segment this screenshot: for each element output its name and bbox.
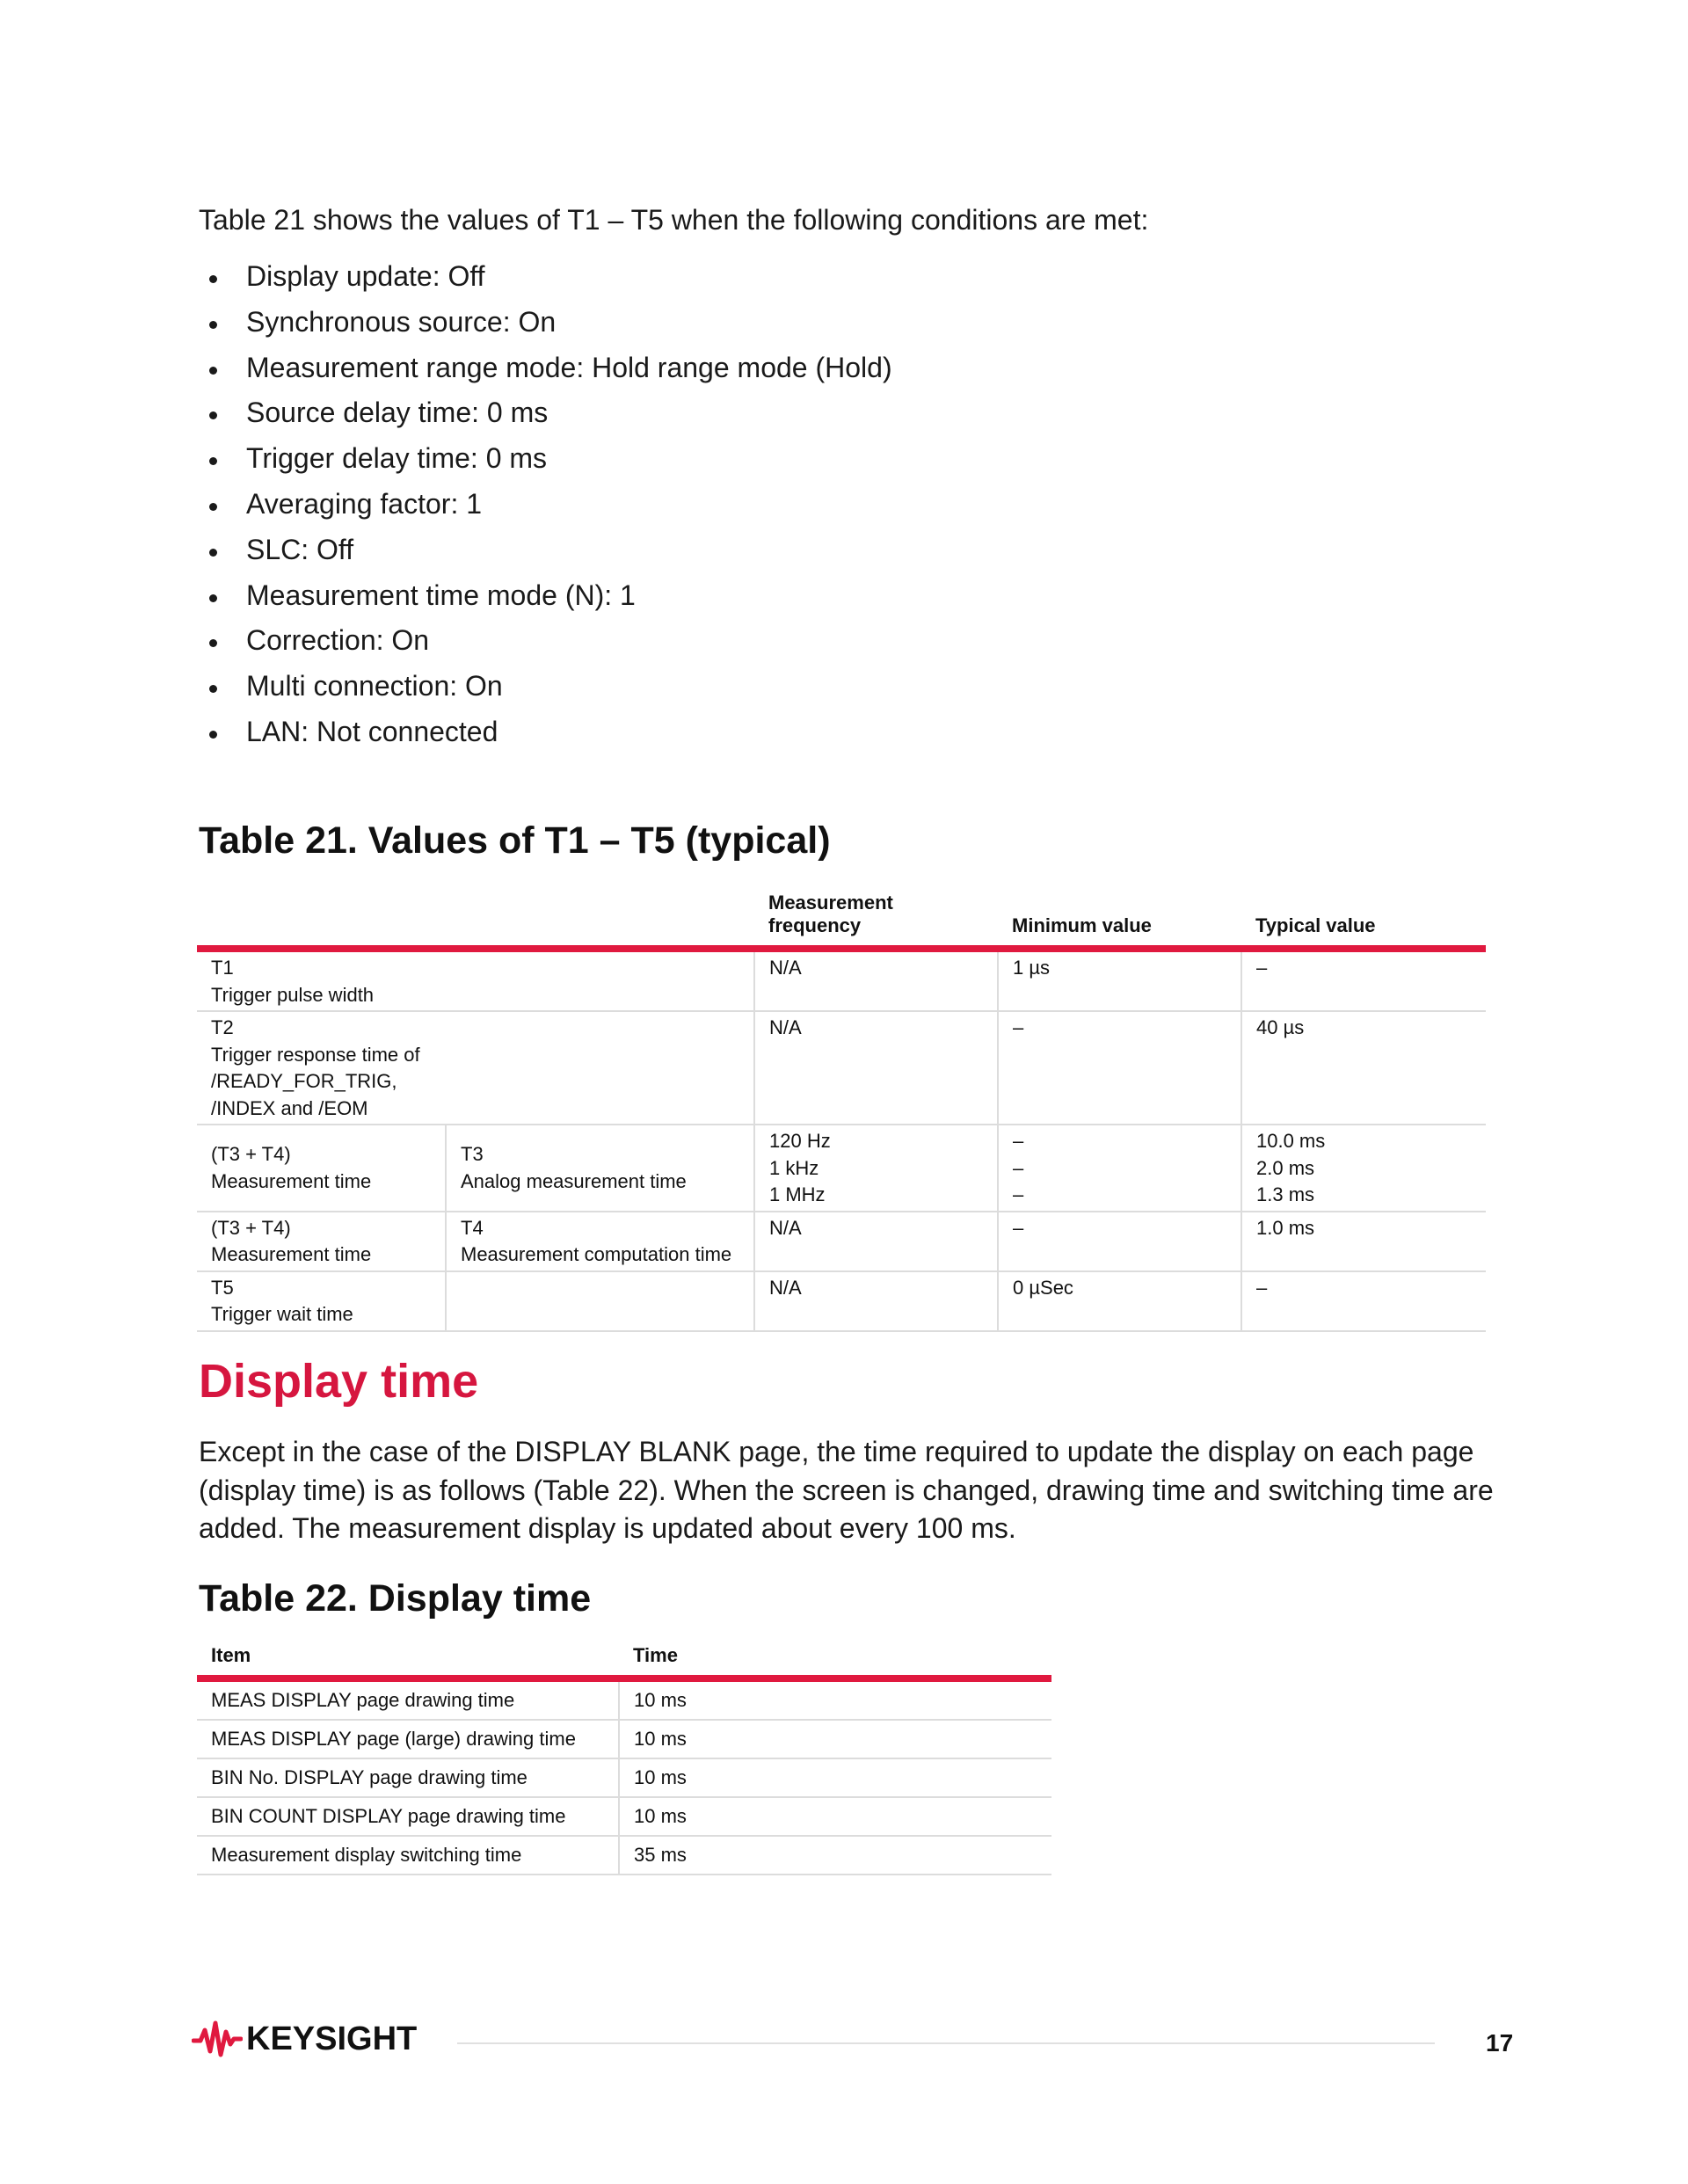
list-item: Source delay time: 0 ms <box>199 391 892 437</box>
list-item: Display update: Off <box>199 255 892 301</box>
table-row <box>197 1720 1051 1758</box>
row-label: T2 <box>211 1016 234 1038</box>
table-row <box>197 1797 1051 1836</box>
conditions-list <box>199 255 892 756</box>
freq-value: 1 MHz <box>769 1183 826 1205</box>
empty-cell <box>446 1271 754 1331</box>
col-header-time: Time <box>619 1644 1051 1678</box>
section-paragraph: Except in the case of the DISPLAY BLANK page, the time required to update the display on each page (display time) is as follows (Table 22). When the screen is changed, drawing time and switching time are added. The measurement display is updated about every 100 ms. <box>199 1436 1494 1544</box>
group-cell <box>197 1212 446 1271</box>
freq-cell: N/A <box>754 1011 998 1125</box>
item-cell: Measurement display switching time <box>197 1836 619 1875</box>
row-label-cell <box>197 1011 754 1125</box>
typ-cell <box>1241 1125 1486 1212</box>
min-value: – <box>1013 1130 1024 1152</box>
row-desc: Measurement computation time <box>461 1243 732 1265</box>
time-cell: 10 ms <box>619 1678 1051 1720</box>
min-cell <box>998 1125 1241 1212</box>
min-value: – <box>1013 1183 1024 1205</box>
typ-cell: 40 µs <box>1241 1011 1486 1125</box>
table-row <box>197 1836 1051 1875</box>
brand-name: KEYSIGHT <box>246 2020 418 2057</box>
group-cell <box>197 1125 446 1212</box>
typ-value: 1.3 ms <box>1256 1183 1315 1205</box>
item-cell: MEAS DISPLAY page drawing time <box>197 1678 619 1720</box>
row-desc: Trigger pulse width <box>211 983 375 1006</box>
table21 <box>197 892 1486 1332</box>
freq-cell: N/A <box>754 1271 998 1331</box>
row-desc: /READY_FOR_TRIG, <box>211 1070 397 1092</box>
row-label: T1 <box>211 957 234 979</box>
col-header-typ: Typical value <box>1241 892 1486 949</box>
min-cell: 0 µSec <box>998 1271 1241 1331</box>
time-cell: 35 ms <box>619 1836 1051 1875</box>
item-cell: MEAS DISPLAY page (large) drawing time <box>197 1720 619 1758</box>
freq-cell: N/A <box>754 1212 998 1271</box>
list-item: Measurement time mode (N): 1 <box>199 574 892 620</box>
time-cell: 10 ms <box>619 1758 1051 1797</box>
group-desc: Measurement time <box>211 1169 372 1192</box>
group-label: (T3 + T4) <box>211 1143 291 1166</box>
list-item: Trigger delay time: 0 ms <box>199 437 892 483</box>
col-header-min: Minimum value <box>998 892 1241 949</box>
typ-cell: – <box>1241 1271 1486 1331</box>
row-label: T5 <box>211 1276 234 1299</box>
min-value: – <box>1013 1156 1024 1179</box>
table-header-row <box>197 1644 1051 1678</box>
intro-text: Table 21 shows the values of T1 – T5 when the following conditions are met: <box>199 204 1149 236</box>
table21-title: Table 21. Values of T1 – T5 (typical) <box>199 819 831 862</box>
min-cell: – <box>998 1212 1241 1271</box>
list-item: Correction: On <box>199 619 892 665</box>
row-desc: /INDEX and /EOM <box>211 1096 368 1119</box>
table-header-row <box>197 892 1486 949</box>
table-row <box>197 949 1486 1011</box>
typ-value: 10.0 ms <box>1256 1130 1326 1152</box>
list-item: Multi connection: On <box>199 665 892 710</box>
row-label: T3 <box>461 1143 484 1166</box>
freq-cell <box>754 1125 998 1212</box>
col-header-freq: Measurement frequency <box>754 892 998 949</box>
typ-value: 2.0 ms <box>1256 1156 1315 1179</box>
min-cell: 1 µs <box>998 949 1241 1011</box>
table-row <box>197 1125 1486 1212</box>
list-item: Synchronous source: On <box>199 301 892 346</box>
list-item: Measurement range mode: Hold range mode (Hold) <box>199 346 892 392</box>
row-desc: Trigger response time of <box>211 1043 420 1066</box>
time-cell: 10 ms <box>619 1720 1051 1758</box>
time-cell: 10 ms <box>619 1797 1051 1836</box>
section-title: Display time <box>199 1355 479 1408</box>
group-desc: Measurement time <box>211 1243 372 1265</box>
freq-value: 120 Hz <box>769 1130 831 1152</box>
col-header-item: Item <box>197 1644 619 1678</box>
keysight-wave-icon <box>192 2018 243 2060</box>
keysight-logo <box>192 2018 417 2060</box>
row-label-cell <box>446 1212 754 1271</box>
table-row <box>197 1758 1051 1797</box>
list-item: LAN: Not connected <box>199 710 892 756</box>
item-cell: BIN COUNT DISPLAY page drawing time <box>197 1797 619 1836</box>
freq-cell: N/A <box>754 949 998 1011</box>
table-row <box>197 1011 1486 1125</box>
typ-cell: – <box>1241 949 1486 1011</box>
table-row <box>197 1271 1486 1331</box>
row-desc: Trigger wait time <box>211 1303 353 1325</box>
row-desc: Analog measurement time <box>461 1169 687 1192</box>
min-cell: – <box>998 1011 1241 1125</box>
table-row <box>197 1678 1051 1720</box>
typ-cell: 1.0 ms <box>1241 1212 1486 1271</box>
row-label-cell <box>197 1271 446 1331</box>
list-item: SLC: Off <box>199 528 892 574</box>
list-item: Averaging factor: 1 <box>199 483 892 528</box>
footer-divider <box>457 2042 1435 2044</box>
row-label-cell <box>197 949 754 1011</box>
page-number: 17 <box>1486 2029 1514 2057</box>
table22-title: Table 22. Display time <box>199 1577 592 1620</box>
group-label: (T3 + T4) <box>211 1216 291 1239</box>
table-row <box>197 1212 1486 1271</box>
item-cell: BIN No. DISPLAY page drawing time <box>197 1758 619 1797</box>
row-label-cell <box>446 1125 754 1212</box>
table22 <box>197 1644 1051 1875</box>
freq-value: 1 kHz <box>769 1156 819 1179</box>
row-label: T4 <box>461 1216 484 1239</box>
